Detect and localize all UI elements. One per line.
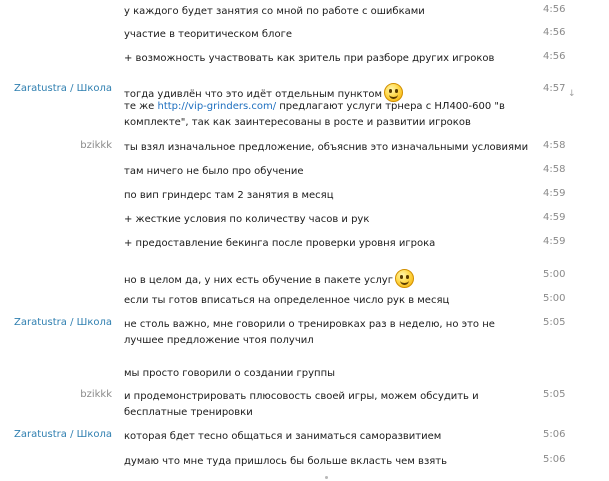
smiley-emoticon-icon [395, 269, 414, 288]
sender-name[interactable]: Zaratustra / Школа [14, 317, 112, 328]
message-time: 5:05 [543, 389, 566, 400]
message-time: 5:00 [543, 269, 566, 280]
message-time: 4:59 [543, 212, 566, 223]
message-text: + жесткие условия по количеству часов и рук [124, 214, 370, 225]
message-text: те же [124, 101, 158, 112]
message-text: участие в теоритическом блоге [124, 29, 292, 40]
message-text: + предоставление бекинга после проверки уровня игрока [124, 238, 436, 249]
message-text: у каждого будет занятия со мной по работе с ошибками [124, 6, 425, 17]
message-text: лучшее предложение чтоя получил [124, 335, 314, 346]
sender-name[interactable]: bzikkk [80, 140, 112, 151]
message-text: но в целом да, у них есть обучение в пакете услуг [124, 275, 393, 286]
message-time: 5:06 [543, 429, 566, 440]
message-text: если ты готов вписаться на определенное число рук в месяц [124, 295, 450, 306]
message-text: мы просто говорили о создании группы [124, 368, 336, 379]
message-time: 5:00 [543, 293, 566, 304]
scroll-indicator [325, 476, 328, 479]
message-text: ты взял изначальное предложение, объяснив это изначальными условиями [124, 142, 529, 153]
message-time: 5:05 [543, 317, 566, 328]
message-text: тогда удивлён что это идёт отдельным пунктом [124, 89, 383, 100]
message-text: там ничего не было про обучение [124, 166, 304, 177]
message-time: 4:58 [543, 164, 566, 175]
message-text: и продемонстрировать плюсовость своей игры, можем обсудить и [124, 391, 479, 402]
sender-name[interactable]: Zaratustra / Школа [14, 83, 112, 94]
edit-mark-icon: ↓ [568, 89, 576, 99]
message-time: 4:56 [543, 27, 566, 38]
message-text: которая бдет тесно общаться и заниматься саморазвитием [124, 431, 442, 442]
message-text: думаю что мне туда пришлось бы больше вкласть чем взять [124, 456, 447, 467]
message-text: комплекте", так как заинтересованы в росте и развитии игроков [124, 117, 471, 128]
message-time: 4:57 [543, 83, 566, 94]
message-text: не столь важно, мне говорили о тренировках раз в неделю, но это не [124, 319, 495, 330]
vip-grinders-link[interactable]: http://vip-grinders.com/ [157, 101, 277, 112]
message-text: бесплатные тренировки [124, 407, 253, 418]
message-time: 5:06 [543, 454, 566, 465]
message-time: 4:56 [543, 51, 566, 62]
sender-name[interactable]: bzikkk [80, 389, 112, 400]
message-time: 4:59 [543, 236, 566, 247]
message-text: по вип гриндерс там 2 занятия в месяц [124, 190, 334, 201]
message-text: предлагают услуги трнера с НЛ400-600 "в [276, 101, 505, 112]
message-time: 4:56 [543, 4, 566, 15]
message-time: 4:58 [543, 140, 566, 151]
message-time: 4:59 [543, 188, 566, 199]
sender-name[interactable]: Zaratustra / Школа [14, 429, 112, 440]
message-text: + возможность участвовать как зритель при разборе других игроков [124, 53, 495, 64]
